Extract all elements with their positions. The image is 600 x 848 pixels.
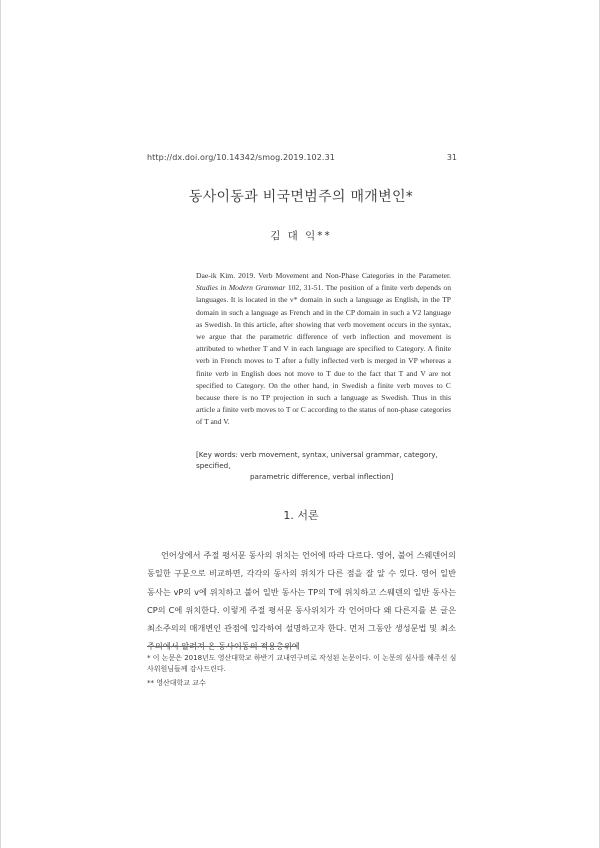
keywords-line-1: [Key words: verb movement, syntax, universal grammar, category, specified, (196, 450, 438, 470)
author-name: 김 대 익** (270, 230, 332, 242)
doi-link[interactable]: http://dx.doi.org/10.14342/smog.2019.102.31 (147, 153, 335, 162)
paper-title: 동사이동과 비국면범주의 매개변인* (188, 189, 414, 205)
abstract (196, 270, 451, 429)
footnote-2: ** 영산대학교 교수 (147, 679, 206, 687)
page-number: 31 (446, 153, 457, 162)
keywords (196, 449, 461, 482)
footnote-1: * 이 논문은 2018년도 영산대학교 하반기 교내연구비로 작성된 논문이다. 이 논문의 심사를 해주신 심사위원님들께 감사드린다. (147, 654, 457, 673)
section-heading: 1. 서론 (283, 509, 319, 522)
body-paragraph: 언어상에서 주절 평서문 동사의 위치는 언어에 따라 다르다. 영어, 불어 스웨덴어의 동일한 구문으로 비교하면, 각각의 동사의 위치가 다른 점을 잘 알 수 있다. 영어 일반 동사는 vP의 v에 위치하고 불어 일반 동사는 TP의 T에 위치하고 스웨덴의 일반 동사는 CP의 C에 위치한다. 이렇게 주절 평서문 동사위치가 각 언어마다 왜 다른지를 본 글은 최소주의의 매개변인 관점에 입각하여 설명하고자 한다. 먼저 그동안 생성문법 및 최소주의에서 알려져 온 동사이동의 적용층위에 (147, 550, 456, 652)
footnote-divider (147, 646, 297, 647)
keywords-line-2: parametric difference, verbal inflection] (250, 472, 394, 481)
journal-name: Studies in Modern Grammar (196, 283, 286, 293)
abstract-text: 102, 31-51. The position of a finite verb depends on languages. It is located in the v* domain in such a language as English, in the TP domain in such a language as French and in the CP domain in such a V2 language as Swedish. In this article, after showing that verb movement occurs in the syntax, we argue that the parametric difference of verb inflection and movement is attributed to whether T and V in each language are specified to Category. A finite verb in French moves to T after a fully inflected verb is merged in VP whereas a finite verb in English does not move to T due to the fact that T and V are not specified to Category. On the other hand, in Swedish a finite verb moves to C because there is no TP projection in such a language as Swedish. Thus in this article a finite verb moves to T or C according to the status of non-phase categories of T and V. (196, 283, 451, 427)
abstract-citation-pre: Dae-ik Kim. 2019. Verb Movement and Non-Phase Categories in the Parameter. (196, 271, 451, 280)
